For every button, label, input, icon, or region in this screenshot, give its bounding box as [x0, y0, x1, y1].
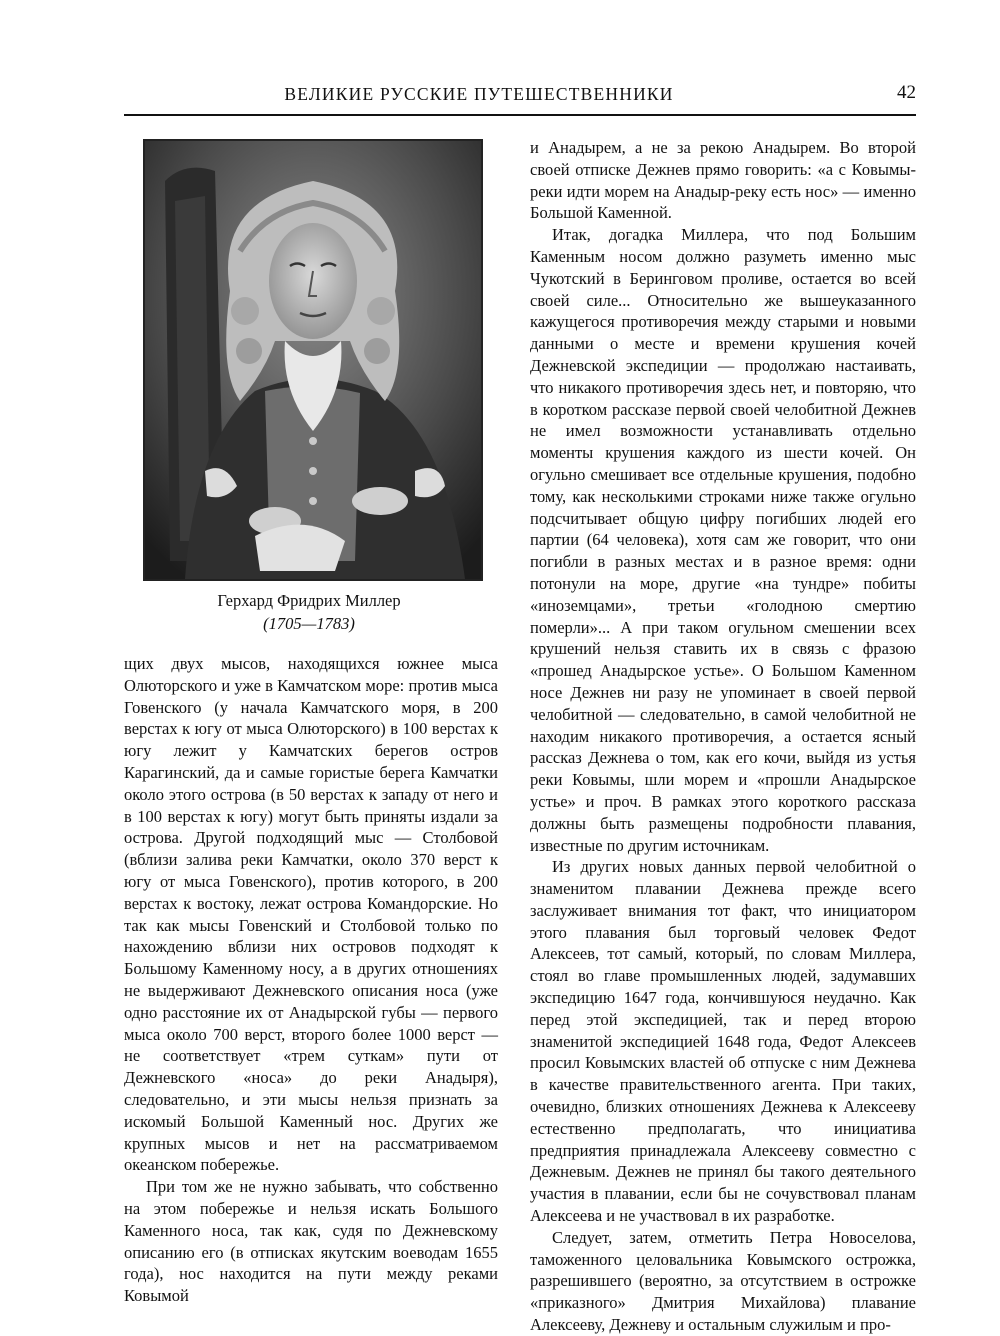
paragraph: Итак, догадка Миллера, что под Большим Каменным носом должно разуметь именно мыс Чукотский в Беринговом проливе, остается во всей своей силе... Относительно же вышеуказанного кажущегося противоречия между старыми и новыми данными о месте и времени крушения кочей Дежневской экспедиции — продолжаю настаивать, что никакого противоречия здесь нет, и повторяю, что в коротком рассказе первой своей челобитной Дежнев не имел возможности устанавливать отдельно моменты крушения каждого из шести кочей. Он огульно смешивает все отдельные крушения, подобно тому, как несколькими строками ниже также огульно подсчитывает общую цифру погибших людей его партии (64 человека), хотя сам же говорит, что они погибли в разных местах и в разное время: одни потонули на море, другие «на тундре» побиты «иноземцами», третьи «голодною смертию померли»... А при таком огульном смешении всех крушений нельзя ставить их в связь с фразою «прошед Анадырское устье». О Большом Каменном носе Дежнев ни разу не упоминает в своей первой челобитной — следовательно, в самой челобитной не находим никакого противоречия, а остается ясный рассказ Дежнева о том, как его кочи, выйдя из устья реки Ковымы, шли морем и «прошли Анадырское устье» и проч. В рамках этого короткого рассказа должны быть размещены подробности плавания, известные по другим источникам.: [530, 225, 916, 855]
page-number: 42: [897, 82, 916, 103]
running-header-title: ВЕЛИКИЕ РУССКИЕ ПУТЕШЕСТВЕННИКИ: [284, 84, 674, 104]
left-text-column: [124, 653, 498, 1307]
header-rule: [124, 114, 916, 116]
paragraph: При том же не нужно забывать, что собственно на этом побережье и нельзя искать Большого Каменного носа, так как, судя по Дежневскому описанию его (в отписках якутским воеводам 1655 года), нос находится на пути между реками Ковымой: [124, 1177, 498, 1306]
figure-caption-name: Герхард Фридрих Миллер: [217, 591, 401, 610]
paragraph: Из других новых данных первой челобитной о знаменитом плавании Дежнева прежде всего заслуживает внимания тот факт, что инициатором этого плавания был торговый человек Федот Алексеев, тот самый, который, по словам Миллера, стоял во главе промышленных людей, задумавших экспедицию 1647 года, кончившуюся неудачно. Как перед этой экспедицией, так и перед второю знаменитой экспедицией 1648 года, Федот Алексеев просил Ковымских властей об отпуске с ним Дежнева в качестве правительственного агента. При таких, очевидно, близких отношениях Дежнева к Алексееву естественно предполагать, что инициатива предприятия принадлежала Алексееву совместно с Дежневым. Дежнев не принял бы такого деятельного участия в плавании, если бы не сочувствовал планам Алексеева и не участвовал в их разработке.: [530, 857, 916, 1226]
portrait-engraving: [143, 139, 483, 581]
running-header: [124, 84, 916, 110]
paragraph: щих двух мысов, находящихся южнее мыса Олюторского и уже в Камчатском море: против мыса Говенского (у начала Камчатского моря, в 200 верстах к югу от мыса Олюторского) в 100 верстах к югу лежит у Камчатских берегов остров Карагинский, да и самые гористые берега Камчатки около этого острова (в 50 верстах к западу от него и в 100 верстах к югу) могут быть приняты издали за острова. Другой подходящий мыс — Столбовой (вблизи залива реки Камчатки, около 370 верст к югу от мыса Говенского), против которого, в 200 верстах к востоку, лежат острова Командорские. Но так как мысы Говенский и Столбовой только по нахождению вблизи них островов подходят к Большому Каменному носу, а в других отношениях не выдерживают Дежневского описания носа (уже одно расстояние их от Анадырской губы — первого мыса около 700 верст, второго более 1000 верст — не соответствует «трем суткам» пути от Дежневского «носа» до реки Анадыря), следовательно, и эти мысы нельзя признать за искомый Большой Каменный нос. Других же крупных мысов и нет на рассматриваемом океанском побережье.: [124, 654, 498, 1175]
paragraph: Следует, затем, отметить Петра Новоселова, таможенного целовальника Ковымского острожка, разрешившего (вероятно, за отсутствием в острожке «приказного» Дмитрия Михайлова) плавание Алексееву, Дежневу и остальным служилым и про-: [530, 1227, 916, 1335]
right-text-column: [530, 137, 916, 1336]
portrait-illustration: [145, 141, 481, 579]
paragraph: и Анадырем, а не за рекою Анадырем. Во второй своей отписке Дежнев прямо говорить: «а с Ковымы-реки идти морем на Анадыр-реку есть нос» — именно Большой Каменной.: [530, 138, 916, 223]
figure-caption-years: (1705—1783): [263, 614, 355, 633]
